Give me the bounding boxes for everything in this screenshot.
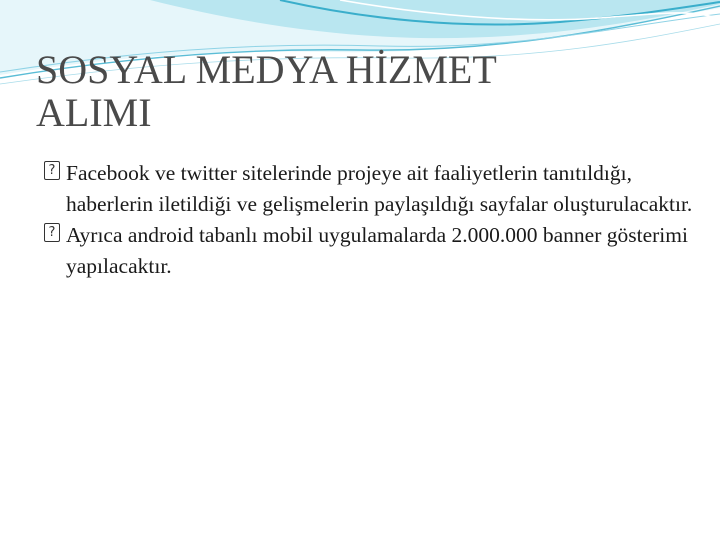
title-line-1: SOSYAL MEDYA HİZMET — [36, 47, 497, 92]
bullet-item — [44, 220, 694, 282]
slide-title — [36, 48, 676, 134]
bullet-text: Ayrıca android tabanlı mobil uygulamalarda 2.000.000 banner gösterimi yapılacaktır. — [66, 223, 688, 278]
bullet-list — [44, 158, 694, 282]
missing-glyph-icon: ? — [44, 161, 60, 180]
missing-glyph-icon: ? — [44, 223, 60, 242]
bullet-text: Facebook ve twitter sitelerinde projeye ait faaliyetlerin tanıtıldığı, haberlerin iletildiği ve gelişmelerin paylaşıldığı sayfalar oluşturulacaktır. — [66, 161, 693, 216]
bullet-item — [44, 158, 694, 220]
title-line-2: ALIMI — [36, 90, 152, 135]
